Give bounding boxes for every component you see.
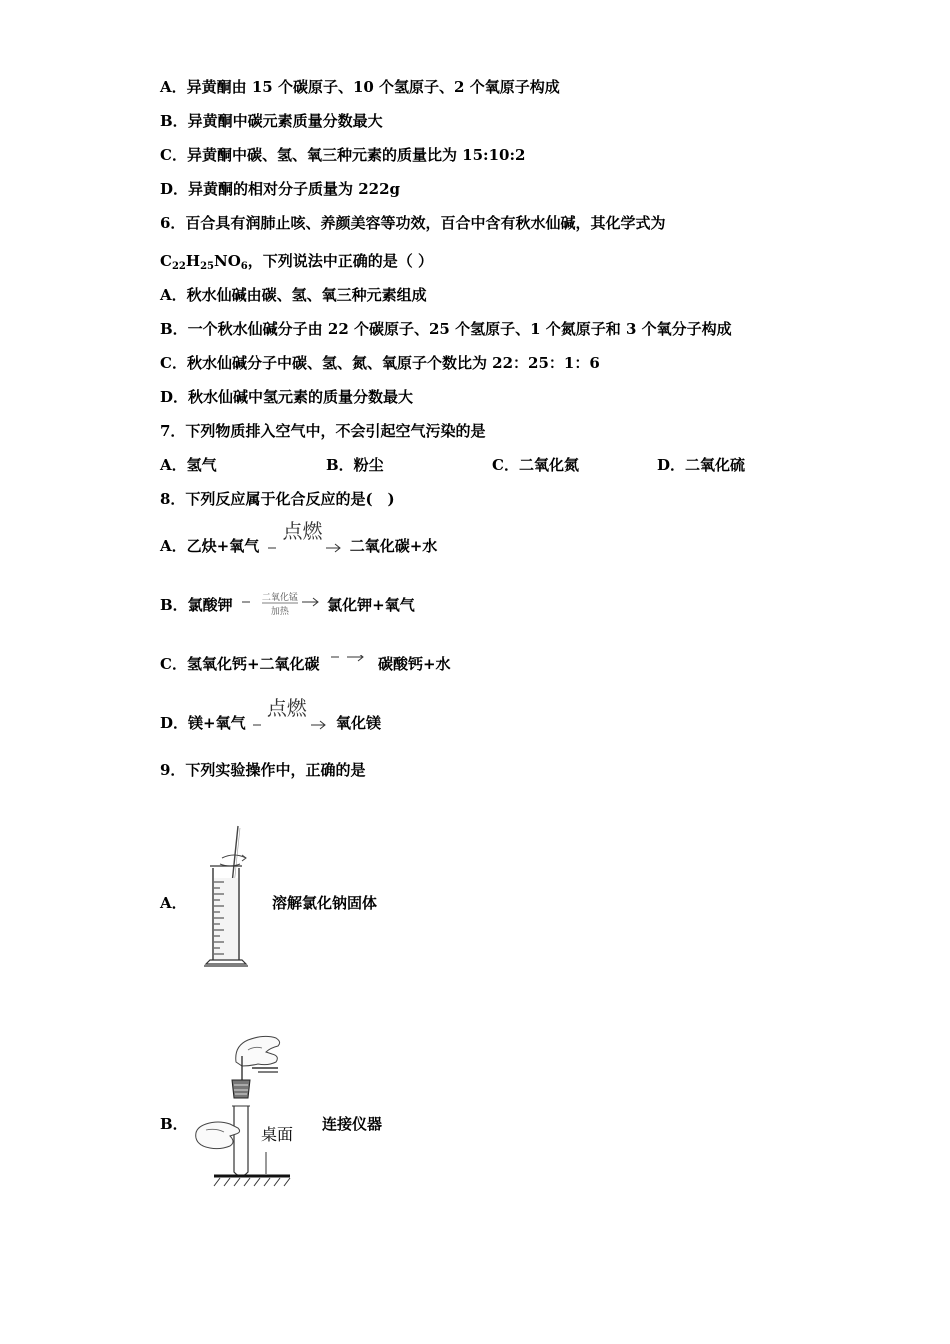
reaction-arrow — [264, 519, 344, 557]
q8-a-condition: 点燃 — [282, 519, 323, 543]
q5-option-d: D．异黄酮的相对分子质量为 222g — [160, 180, 401, 198]
arrow-icon — [238, 596, 322, 616]
formula-h-sub: 25 — [200, 261, 214, 272]
arrow-icon — [264, 537, 344, 557]
q6-option-b: B．一个秋水仙碱分子由 22 个碳原子、25 个氢原子、1 个氮原子和 3 个氧分子构成 — [160, 320, 732, 338]
q8-b-condition-top: 二氧化锰 — [261, 593, 298, 603]
graduated-cylinder-figure — [200, 822, 256, 974]
reaction-arrow — [238, 593, 322, 617]
formula-c-sub: 22 — [171, 261, 186, 272]
reaction-arrow — [251, 696, 331, 734]
test-tube-on-desk-figure — [192, 1032, 292, 1188]
q8-b-left: B．氯酸钾 — [160, 596, 233, 614]
q8-d-condition: 点燃 — [266, 696, 307, 720]
q8-a-left: A．乙炔+氧气 — [160, 537, 260, 555]
q5-option-b: B．异黄酮中碳元素质量分数最大 — [160, 112, 383, 130]
formula-o-sub: 6 — [240, 261, 248, 272]
reaction-arrow — [325, 655, 373, 675]
q9-option-a-text: 溶解氯化钠固体 — [272, 894, 378, 912]
q9-stem: 9．下列实验操作中，正确的是 — [160, 761, 366, 779]
q8-option-c — [160, 654, 451, 675]
q8-c-left: C．氢氧化钙+二氧化碳 — [160, 655, 320, 673]
q6-option-d: D．秋水仙碱中氢元素的质量分数最大 — [160, 388, 414, 406]
q9-option-a-label: A． — [160, 894, 187, 912]
q8-b-right: 氯化钾+氧气 — [327, 596, 415, 614]
q7-option-c: C．二氧化氮 — [492, 456, 579, 474]
q9-option-b-text: 连接仪器 — [322, 1115, 383, 1133]
q8-option-d — [160, 696, 382, 734]
q8-d-left: D．镁+氧气 — [160, 714, 246, 732]
q6-option-c: C．秋水仙碱分子中碳、氢、氮、氧原子个数比为 22：25：1：6 — [160, 354, 600, 372]
q5-option-c: C．异黄酮中碳、氢、氧三种元素的质量比为 15:10:2 — [160, 146, 526, 164]
q9-option-b-label: B． — [160, 1115, 188, 1133]
q7-option-b: B．粉尘 — [326, 456, 384, 474]
q7-option-a: A．氢气 — [160, 456, 217, 474]
q6-option-a: A．秋水仙碱由碳、氢、氧三种元素组成 — [160, 286, 427, 304]
arrow-icon — [251, 714, 331, 734]
q8-stem: 8．下列反应属于化合反应的是( ) — [160, 490, 395, 508]
q5-option-a: A．异黄酮由 15 个碳原子、10 个氢原子、2 个氧原子构成 — [160, 78, 560, 96]
q7-stem: 7．下列物质排入空气中，不会引起空气污染的是 — [160, 422, 486, 440]
q6-stem-line2 — [160, 251, 433, 271]
q8-option-a — [160, 519, 438, 557]
q8-option-b — [160, 595, 415, 616]
q8-d-right: 氧化镁 — [336, 714, 382, 732]
arrow-icon — [325, 655, 373, 675]
q8-a-right: 二氧化碳+水 — [349, 537, 438, 555]
q7-option-d: D．二氧化硫 — [657, 456, 746, 474]
q8-c-right: 碳酸钙+水 — [377, 655, 451, 673]
formula-no: NO — [213, 252, 241, 270]
q6-stem-tail: ，下列说法中正确的是（ ） — [247, 252, 433, 270]
formula-h: H — [185, 252, 201, 270]
q6-stem-line1: 6．百合具有润肺止咳、养颜美容等功效，百合中含有秋水仙碱，其化学式为 — [160, 214, 666, 232]
desk-label: 桌面 — [261, 1125, 294, 1144]
q8-b-condition-bottom: 加热 — [270, 607, 289, 617]
formula-c: C — [160, 252, 172, 270]
